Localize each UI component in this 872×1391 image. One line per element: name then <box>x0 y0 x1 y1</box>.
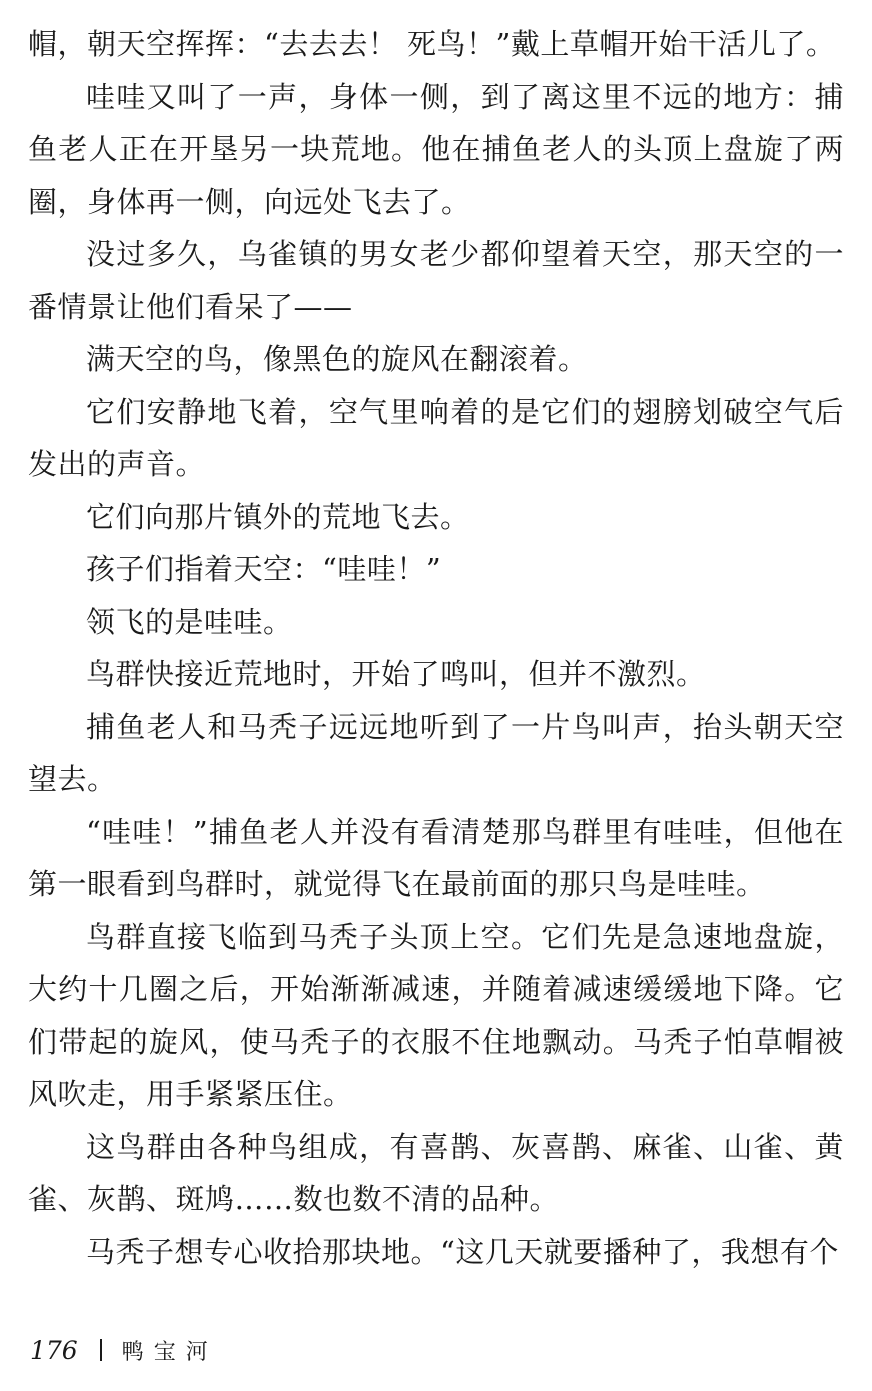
page-footer <box>30 1330 218 1370</box>
paragraph-11: “哇哇！”捕鱼老人并没有看清楚那鸟群里有哇哇，但他在第一眼看到鸟群时，就觉得飞在最前面的那只鸟是哇哇。 <box>28 814 844 901</box>
page-body <box>28 18 844 1278</box>
paragraph-4: 满天空的鸟，像黑色的旋风在翻滚着。 <box>86 342 588 376</box>
paragraph-8: 领飞的是哇哇。 <box>86 604 293 639</box>
paragraph-1: 帽，朝天空挥挥：“去去去！ 死鸟！”戴上草帽开始干活儿了。 <box>28 27 836 61</box>
paragraph-6: 它们向那片镇外的荒地飞去。 <box>86 499 470 534</box>
footer-divider <box>100 1339 102 1361</box>
page-number: 176 <box>30 1335 78 1365</box>
paragraph-10: 捕鱼老人和马秃子远远地听到了一片鸟叫声，抬头朝天空望去。 <box>28 709 844 796</box>
paragraph-14: 马秃子想专心收拾那块地。“这几天就要播种了，我想有个 <box>86 1234 839 1269</box>
running-book-title: 鸭宝河 <box>121 1339 218 1365</box>
paragraph-7: 孩子们指着天空：“哇哇！” <box>86 552 442 586</box>
paragraph-2: 哇哇又叫了一声，身体一侧，到了离这里不远的地方：捕鱼老人正在开垦另一块荒地。他在捕鱼老人的头顶上盘旋了两圈，身体再一侧，向远处飞去了。 <box>28 79 844 219</box>
paragraph-13: 这鸟群由各种鸟组成，有喜鹊、灰喜鹊、麻雀、山雀、黄雀、灰鹊、斑鸠……数也数不清的品种。 <box>28 1129 844 1216</box>
paragraph-5: 它们安静地飞着，空气里响着的是它们的翅膀划破空气后发出的声音。 <box>28 394 844 481</box>
paragraph-3: 没过多久，乌雀镇的男女老少都仰望着天空，那天空的一番情景让他们看呆了—— <box>28 237 844 324</box>
paragraph-9: 鸟群快接近荒地时，开始了鸣叫，但并不激烈。 <box>86 657 706 691</box>
paragraph-12: 鸟群直接飞临到马秃子头顶上空。它们先是急速地盘旋，大约十几圈之后，开始渐渐减速，并随着减速缓缓地下降。它们带起的旋风，使马秃子的衣服不住地飘动。马秃子怕草帽被风吹走，用手紧紧压住。 <box>28 919 844 1111</box>
